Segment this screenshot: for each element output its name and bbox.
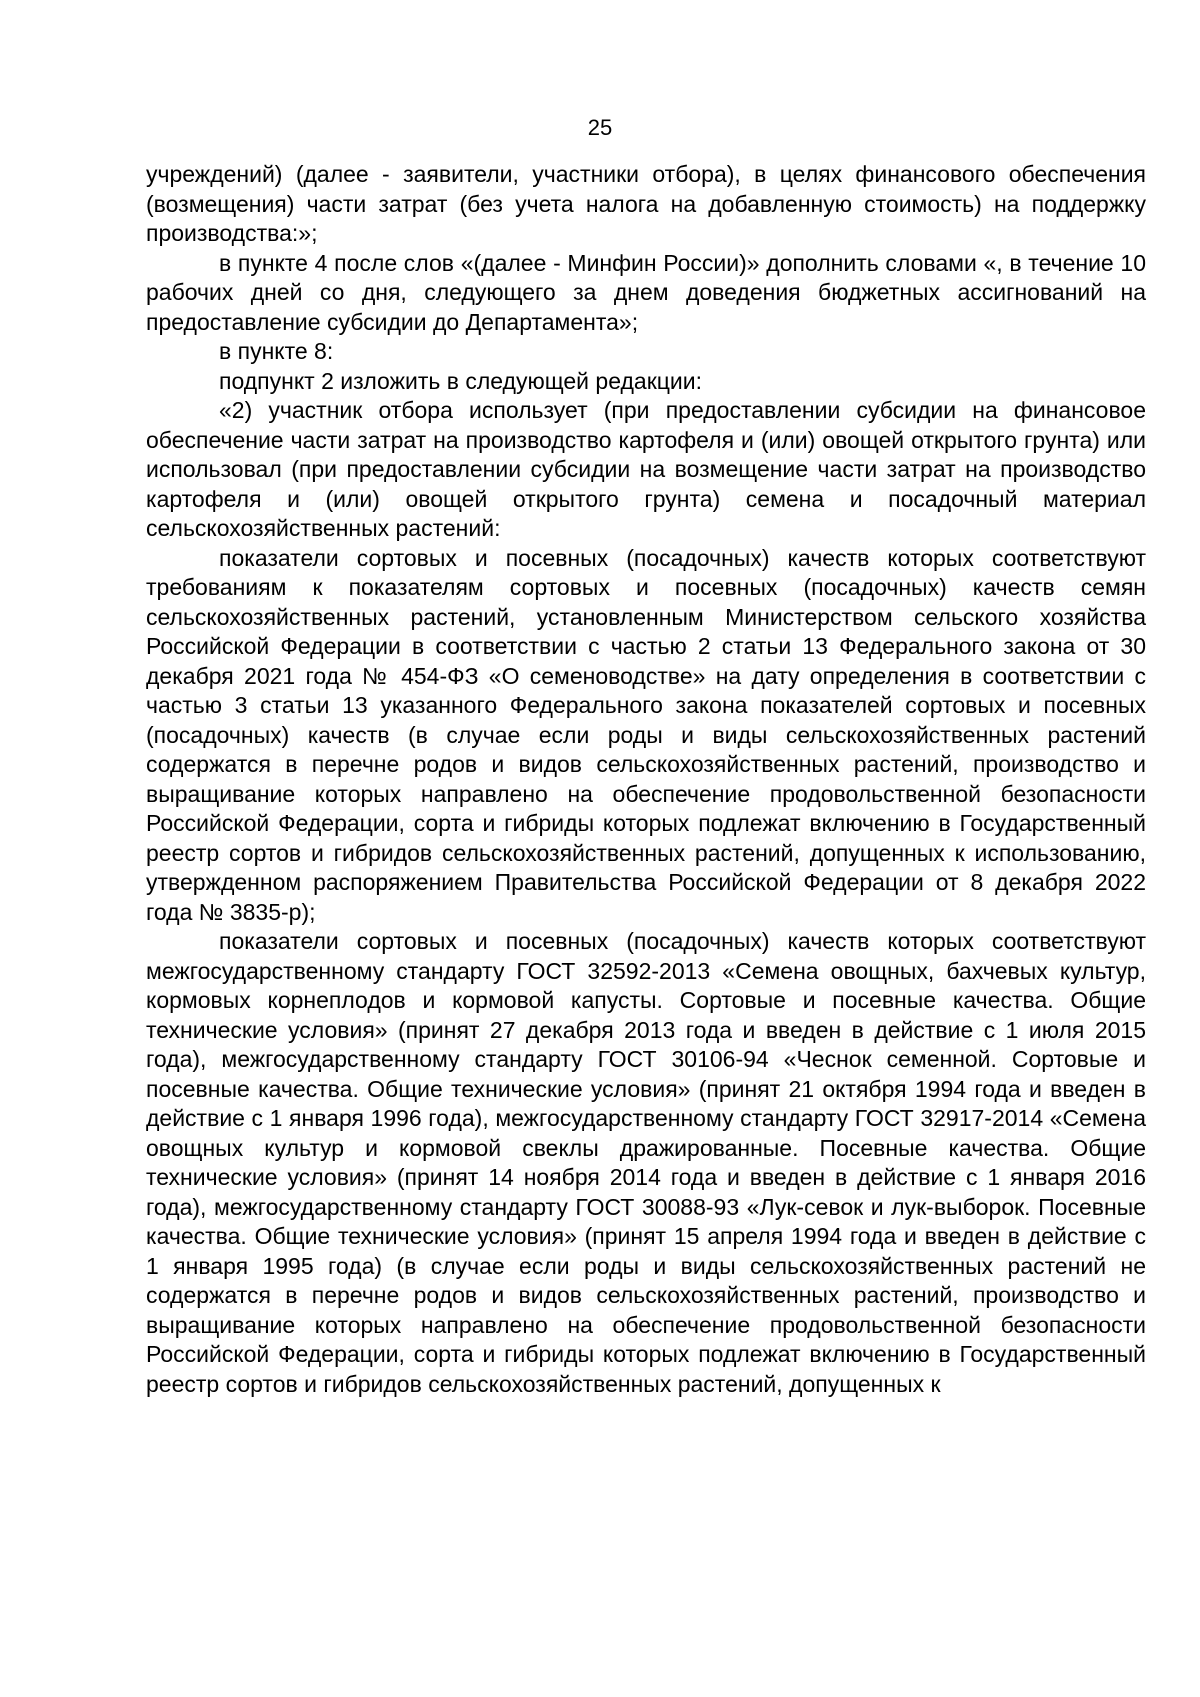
page-number: 25 (587, 115, 613, 140)
paragraph-continuation: учреждений) (далее - заявители, участники отбора), в целях финансового обеспечения (возмещения) части затрат (без учета налога на добавленную стоимость) на поддержку производства:»; (146, 161, 1146, 246)
paragraph-subpoint-2-intro: подпункт 2 изложить в следующей редакции: (219, 367, 703, 394)
paragraph-point-8: в пункте 8: (219, 338, 334, 364)
paragraph-quality-indicators-2: показатели сортовых и посевных (посадочных) качеств которых соответствуют межгосударственному стандарту ГОСТ 32592-2013 «Семена овощных, бахчевых культур, кормовых корнеплодов и кормовой капусты. Сортовые и посевные качества. Общие технические условия» (принят 27 декабря 2013 года и введен в действие с 1 июля 2015 года), межгосударственному стандарту ГОСТ 30106-94 «Чеснок семенной. Сортовые и посевные качества. Общие технические условия» (принят 21 октября 1994 года и введен в действие с 1 января 1996 года), межгосударственному стандарту ГОСТ 32917-2014 «Семена овощных культур и кормовой свеклы дражированные. Посевные качества. Общие технические условия» (принят 14 ноября 2014 года и введен в действие с 1 января 2016 года), межгосударственному стандарту ГОСТ 30088-93 «Лук-севок и лук-выборок. Посевные качества. Общие технические условия» (принят 15 апреля 1994 года и введен в действие с 1 января 1995 года) (в случае если роды и виды сельскохозяйственных растений не содержатся в перечне родов и видов сельскохозяйственных растений, производство и выращивание которых направлено на обеспечение продовольственной безопасности Российской Федерации, сорта и гибриды которых подлежат включению в Государственный реестр сортов и гибридов сельскохозяйственных растений, допущенных к (146, 928, 1146, 1397)
paragraph-point-4: в пункте 4 после слов «(далее - Минфин России)» дополнить словами «, в течение 10 рабочих дней со дня, следующего за днем доведения бюджетных ассигнований на предоставление субсидии до Департамента»; (146, 249, 1146, 335)
document-body (146, 160, 1146, 1399)
paragraph-quality-indicators-1: показатели сортовых и посевных (посадочных) качеств которых соответствуют требованиям к показателям сортовых и посевных (посадочных) качеств семян сельскохозяйственных растений, установленным Министерством сельского хозяйства Российской Федерации в соответствии с частью 2 статьи 13 Федерального закона от 30 декабря 2021 года № 454-ФЗ «О семеноводстве» на дату определения в соответствии с частью 3 статьи 13 указанного Федерального закона показателей сортовых и посевных (посадочных) качеств (в случае если роды и виды сельскохозяйственных растений содержатся в перечне родов и видов сельскохозяйственных растений, производство и выращивание которых направлено на обеспечение продовольственной безопасности Российской Федерации, сорта и гибриды которых подлежат включению в Государственный реестр сортов и гибридов сельскохозяйственных растений, допущенных к использованию, утвержденном распоряжением Правительства Российской Федерации от 8 декабря 2022 года № 3835-р); (146, 544, 1146, 925)
paragraph-subpoint-2-text: «2) участник отбора использует (при предоставлении субсидии на финансовое обеспечение части затрат на производство картофеля и (или) овощей открытого грунта) или использовал (при предоставлении субсидии на возмещение части затрат на производство картофеля и (или) овощей открытого грунта) семена и посадочный материал сельскохозяйственных растений: (146, 397, 1146, 541)
